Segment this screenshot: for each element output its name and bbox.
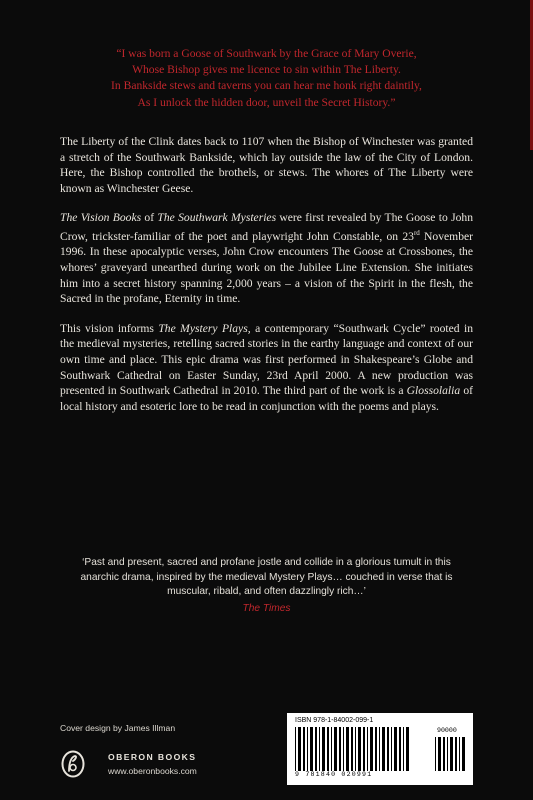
- barcode-bar: [358, 727, 361, 771]
- barcode-bar: [346, 727, 349, 771]
- isbn-barcode: [287, 713, 473, 785]
- epigraph-line: Whose Bishop gives me licence to sin within The Liberty.: [132, 63, 401, 77]
- book-title: Glossolalia: [406, 384, 461, 398]
- epigraph-verse: [60, 46, 473, 111]
- barcode-bar: [334, 727, 337, 771]
- barcode-bar: [406, 727, 409, 771]
- epigraph-line: “I was born a Goose of Southwark by the Grace of Mary Overie,: [116, 47, 417, 60]
- publisher-name: OBERON BOOKS: [108, 752, 197, 762]
- review-quote: [80, 556, 453, 616]
- paragraph-liberty: The Liberty of the Clink dates back to 1107 when the Bishop of Winchester was granted a stretch of the Southwark Bankside, which lay outside the law of the City of London. Here, the Bishop controlled the brothels, or stews. The whores of The Liberty were known as Winchester Geese.: [60, 135, 473, 195]
- barcode-bar: [303, 727, 305, 771]
- epigraph-line: As I unlock the hidden door, unveil the Secret History.”: [137, 95, 396, 109]
- barcode-bar: [370, 727, 373, 771]
- barcode-bar: [447, 737, 448, 771]
- book-title: The Vision Books: [60, 211, 142, 225]
- barcode-bars: [295, 727, 413, 771]
- barcode-bar: [310, 727, 313, 771]
- epigraph-line: In Bankside stews and taverns you can hear me honk right daintily,: [111, 79, 422, 93]
- book-title: The Mystery Plays,: [158, 321, 251, 335]
- barcode-bar: [322, 727, 325, 771]
- barcode-bar: [355, 727, 356, 771]
- barcode-bar: [382, 727, 385, 771]
- barcode-bar: [450, 737, 453, 771]
- barcode-addon-bars: [435, 737, 465, 771]
- barcode-bar: [315, 727, 317, 771]
- barcode-bar: [435, 737, 436, 771]
- barcode-bar: [367, 727, 368, 771]
- barcode-bar: [339, 727, 341, 771]
- barcode-bar: [363, 727, 365, 771]
- paragraph-vision-books: The Vision Books of The Southwark Mysteries were first revealed by The Goose to John Crow, trickster-familiar of the poet and playwright John Constable, on 23rd November 1996. In these apocalyptic verses, John Crow encounters The Goose at Crossbones, the whores’ graveyard unearthed during work on the Jubilee Line Extension. She initiates him into a secret history spanning 2,000 years – a vision of the Spirit in the flesh, the Sacred in the profane, Eternity in time.: [60, 211, 473, 306]
- barcode-bar: [387, 727, 389, 771]
- barcode-bar: [343, 727, 344, 771]
- paragraph-mystery-plays: This vision informs The Mystery Plays, a contemporary “Southwark Cycle” rooted in the medieval mysteries, retelling sacred stories in the earthy language and context of our own time and place. This epic drama was first performed in Shakespeare’s Globe and Southwark Cathedral on Easter Sunday, 23rd April 2000. A new production was presented in Southwark Cathedral in 2010. The third part of the work is a Glossolalia of local history and esoteric lore to be read in conjunction with the poems and plays.: [60, 321, 473, 413]
- barcode-digits: 9 781840 020991: [295, 771, 373, 778]
- barcode-bar: [438, 737, 441, 771]
- publisher-url: www.oberonbooks.com: [108, 766, 197, 776]
- barcode-bar: [462, 737, 465, 771]
- barcode-bar: [375, 727, 377, 771]
- barcode-bar: [307, 727, 308, 771]
- barcode-bar: [379, 727, 380, 771]
- barcode-bar: [394, 727, 397, 771]
- review-source: The Times: [242, 602, 291, 614]
- barcode-bar: [443, 737, 445, 771]
- barcode-bar: [295, 727, 296, 771]
- barcode-bar: [351, 727, 353, 771]
- review-text: ‘Past and present, sacred and profane jostle and collide in a glorious tumult in this anarchic drama, inspired by the medieval Mystery Plays… couched in verse that is muscular, ribald, and often dazzlingly rich…’: [80, 557, 453, 598]
- barcode-bar: [327, 727, 329, 771]
- barcode-bar: [455, 737, 457, 771]
- barcode-bar: [298, 727, 301, 771]
- book-title: The Southwark Mysteries: [157, 211, 277, 225]
- barcode-bar: [459, 737, 460, 771]
- barcode-bar: [403, 727, 404, 771]
- blurb-body: [60, 134, 473, 428]
- barcode-bar: [331, 727, 332, 771]
- oberon-logo-icon: [60, 749, 86, 779]
- cover-credit: Cover design by James Illman: [60, 723, 176, 733]
- barcode-bar: [399, 727, 401, 771]
- isbn-number: ISBN 978-1-84002-099-1: [295, 717, 374, 724]
- barcode-addon-digits: 90000: [437, 727, 457, 734]
- barcode-bar: [391, 727, 392, 771]
- barcode-bar: [319, 727, 320, 771]
